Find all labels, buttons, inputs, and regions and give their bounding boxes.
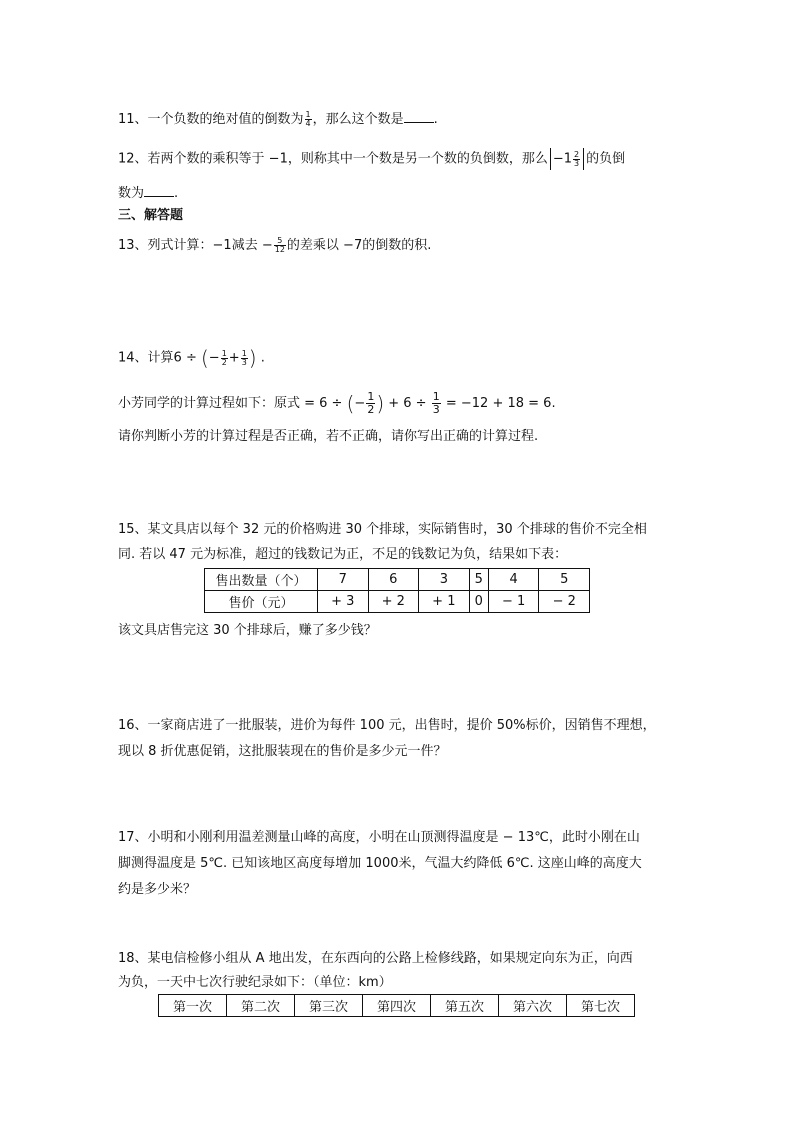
table-header: 第四次 bbox=[363, 995, 431, 1017]
table-header: 第二次 bbox=[227, 995, 295, 1017]
question-17-line3: 约是多少米？ bbox=[118, 882, 197, 897]
question-18-line2: 为负，一天中七次行驶纪录如下：（单位：km） bbox=[118, 975, 392, 990]
question-16-line2: 现以 8 折优惠促销，这批服装现在的售价是多少元一件？ bbox=[118, 744, 447, 759]
question-15-line2: 同. 若以 47 元为标准，超过的钱数记为正，不足的钱数记为负，结果如下表： bbox=[118, 547, 568, 562]
table-header: 第五次 bbox=[431, 995, 499, 1017]
table-cell: 0 bbox=[469, 591, 488, 613]
table-cell: + 1 bbox=[419, 591, 470, 613]
table-cell: 5 bbox=[469, 569, 488, 591]
question-14-solution: 小芳同学的计算过程如下：原式 = 6 ÷ (− $\frac{1}{2}$ ) + 6 ÷ $\frac{1}{3}$ = −12 + 18 = 6. bbox=[118, 390, 556, 416]
question-15-line1: 15、某文具店以每个 32 元的价格购进 30 个排球，实际销售时，30 个排球的售价不完全相 bbox=[118, 522, 647, 537]
question-11: 11、一个负数的绝对值的倒数为 $\frac{1}{4}$ ，那么这个数是 . bbox=[118, 110, 438, 128]
table-cell: − 1 bbox=[488, 591, 539, 613]
question-16-line1: 16、一家商店进了一批服装，进价为每件 100 元，出售时，提价 50%标价，因销售不理想， bbox=[118, 718, 656, 733]
question-14: 14、计算6 ÷ (− $\frac{1}{2}$ + $\frac{1}{3}$ ) . bbox=[118, 346, 265, 370]
question-12-line2: 数为 . bbox=[118, 186, 179, 201]
q11-text: 11、一个负数的绝对值的倒数为 bbox=[118, 112, 304, 127]
abs-bar-left bbox=[550, 148, 551, 170]
abs-bar-right bbox=[583, 148, 584, 170]
q11-fraction: $\frac{1}{4}$ bbox=[305, 110, 311, 128]
trip-table bbox=[158, 994, 635, 1017]
table-header: 售出数量（个） bbox=[205, 569, 318, 591]
table-row bbox=[159, 995, 635, 1017]
answer-blank[interactable] bbox=[404, 110, 434, 123]
q13-fraction: $\frac{5}{12}$ bbox=[274, 236, 285, 254]
question-17-line2: 脚测得温度是 5℃. 已知该地区高度每增加 1000米，气温大约降低 6℃. 这座山峰的高度大 bbox=[118, 856, 642, 871]
q12-fraction: $\frac{2}{3}$ bbox=[574, 149, 580, 168]
question-13: 13、列式计算：−1减去 − $\frac{5}{12}$ 的差乘以 −7的倒数的积. bbox=[118, 236, 432, 254]
table-cell: + 2 bbox=[368, 591, 419, 613]
table-header: 第六次 bbox=[499, 995, 567, 1017]
table-header: 第一次 bbox=[159, 995, 227, 1017]
question-15-question: 该文具店售完这 30 个排球后，赚了多少钱？ bbox=[118, 623, 377, 638]
table-cell: 3 bbox=[419, 569, 470, 591]
table-header: 第三次 bbox=[295, 995, 363, 1017]
question-12: 12、若两个数的乘积等于 −1，则称其中一个数是另一个数的负倒数，那么 −1 $\frac{2}{3}$ 的负倒 bbox=[118, 148, 625, 170]
question-14-instruction: 请你判断小芳的计算过程是否正确，若不正确，请你写出正确的计算过程. bbox=[118, 429, 539, 444]
question-18-line1: 18、某电信检修小组从 A 地出发，在东西向的公路上检修线路，如果规定向东为正，向西 bbox=[118, 951, 633, 966]
table-cell: 6 bbox=[368, 569, 419, 591]
table-cell: 7 bbox=[318, 569, 369, 591]
answer-blank[interactable] bbox=[144, 184, 174, 197]
section-title: 三、解答题 bbox=[118, 208, 184, 223]
table-cell: − 2 bbox=[539, 591, 590, 613]
table-header: 售价（元） bbox=[205, 591, 318, 613]
table-cell: 4 bbox=[488, 569, 539, 591]
question-17-line1: 17、小明和小刚利用温差测量山峰的高度，小明在山顶测得温度是 − 13℃，此时小刚在山 bbox=[118, 830, 640, 845]
table-row bbox=[205, 591, 590, 613]
table-header: 第七次 bbox=[567, 995, 635, 1017]
table-row bbox=[205, 569, 590, 591]
table-cell: + 3 bbox=[318, 591, 369, 613]
table-cell: 5 bbox=[539, 569, 590, 591]
sales-table bbox=[204, 568, 590, 613]
